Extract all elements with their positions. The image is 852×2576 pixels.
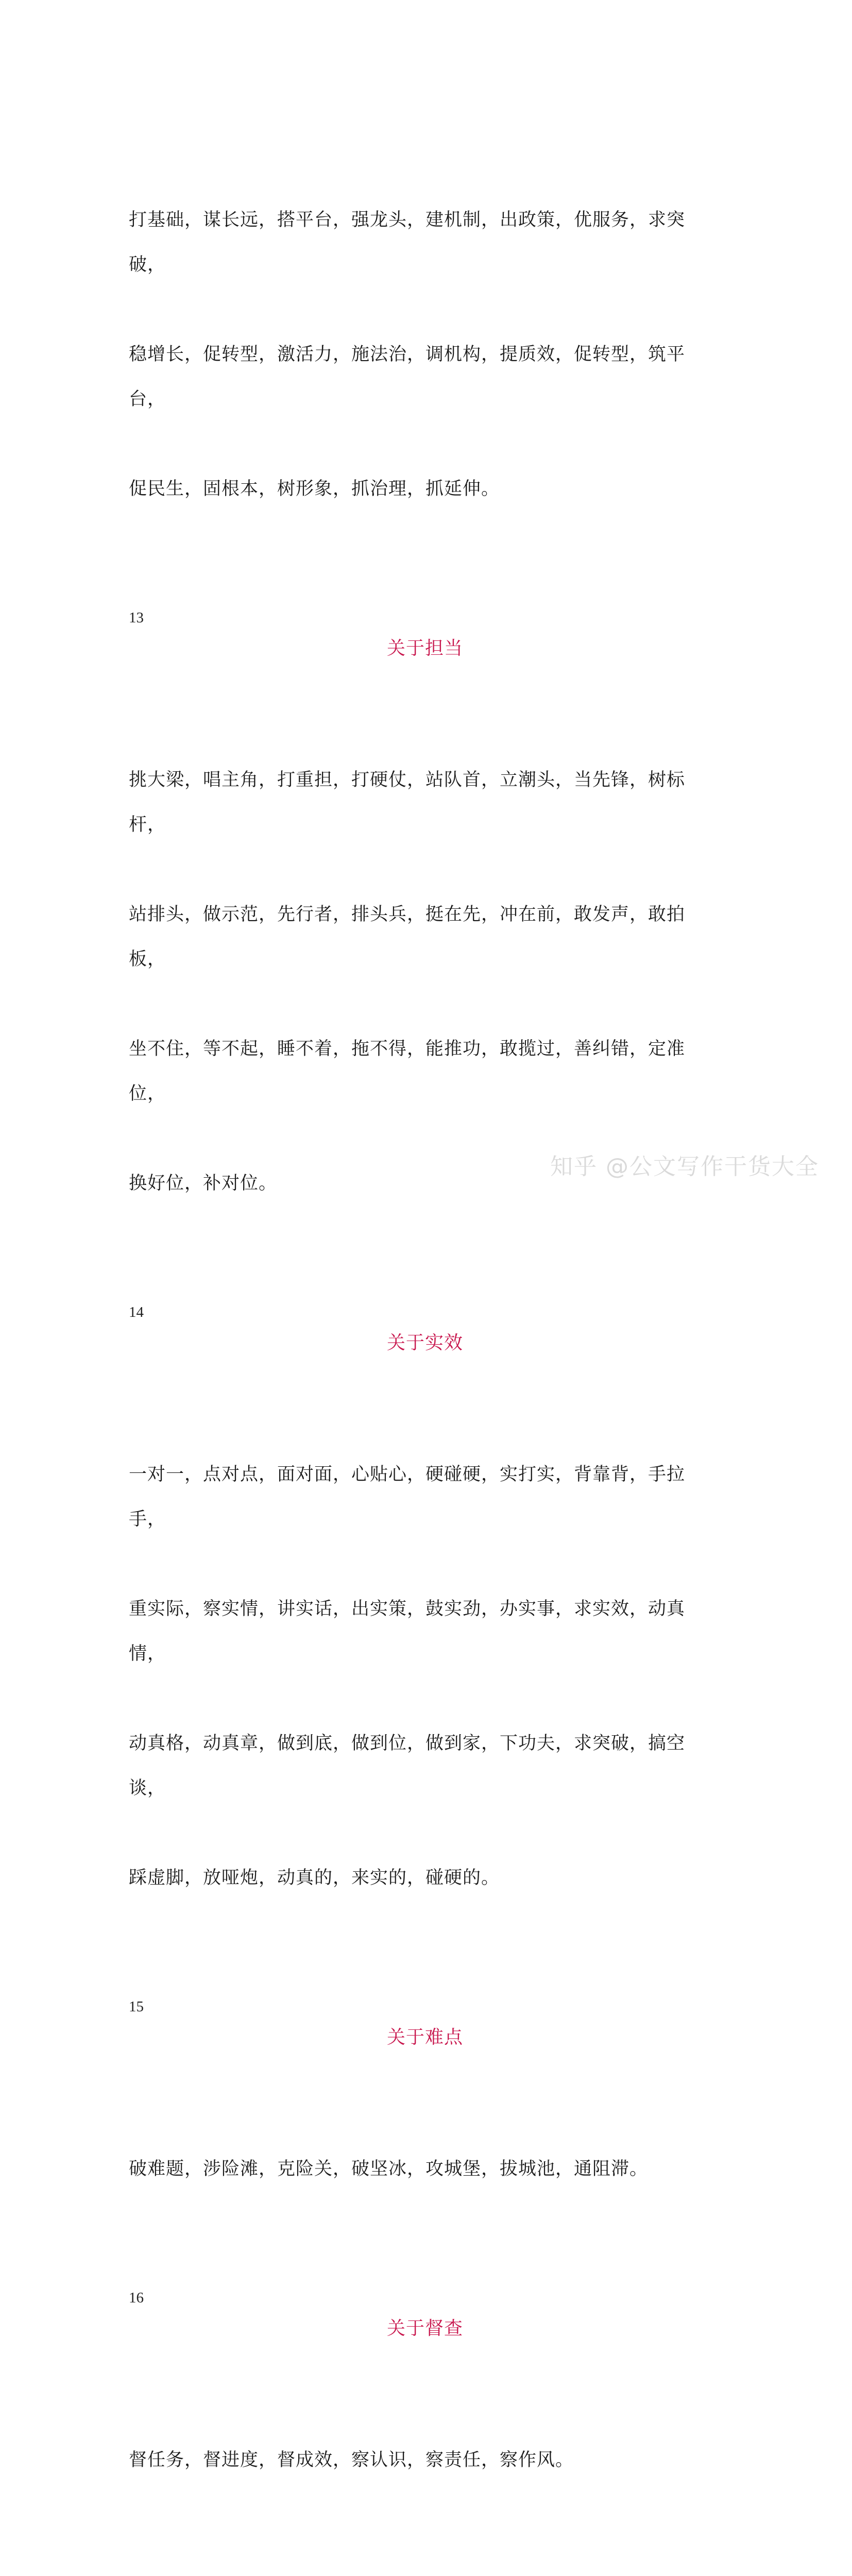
paragraph-line: 稳增长，促转型，激活力，施法治，调机构，提质效，促转型，筑平台，: [129, 344, 686, 410]
paragraph-line: 重实际，察实情，讲实话，出实策，鼓实劲，办实事，求实效，动真情，: [129, 1599, 686, 1664]
paragraph-line: 站排头，做示范，先行者，排头兵，挺在先，冲在前，敢发声，敢拍板，: [129, 904, 686, 970]
section-heading: 关于实效: [386, 1332, 463, 1353]
paragraph: [129, 2057, 721, 2281]
watermark: 知乎 @公文写作干货大全: [550, 1154, 819, 1180]
section-number: 14: [129, 1304, 144, 1320]
paragraph-line: 破难题，涉险滩，克险关，破坚冰，攻城堡，拔城池，通阻滞。: [129, 2159, 649, 2179]
paragraph: [129, 668, 721, 1296]
section-number: 16: [129, 2290, 144, 2306]
section-number: 15: [129, 1998, 144, 2015]
paragraph-line: 促民生，固根本，树形象，抓治理，抓延伸。: [129, 479, 500, 499]
section-number: 13: [129, 609, 144, 626]
paragraph-line: 打基础，谋长远，搭平台，强龙头，建机制，出政策，优服务，求突破，: [129, 210, 686, 275]
document-content: [129, 108, 721, 2576]
paragraph-line: 动真格，动真章，做到底，做到位，做到家，下功夫，求突破，搞空谈，: [129, 1733, 686, 1799]
paragraph-line: 坐不住，等不起，睡不着，拖不得，能推功，敢揽过，善纠错，定准位，: [129, 1039, 686, 1104]
paragraph-line: 踩虚脚，放哑炮，动真的，来实的，碰硬的。: [129, 1868, 500, 1888]
paragraph-line: 一对一，点对点，面对面，心贴心，硬碰硬，实打实，背靠背，手拉手，: [129, 1464, 686, 1530]
section-heading: 关于担当: [386, 638, 463, 659]
paragraph-line: 挑大梁，唱主角，打重担，打硬仗，站队首，立潮头，当先锋，树标杆，: [129, 770, 686, 835]
section-heading: 关于难点: [386, 2027, 463, 2048]
paragraph-line: 督任务，督进度，督成效，察认识，察责任，察作风。: [129, 2450, 574, 2470]
paragraph: [129, 1363, 721, 1990]
section-heading: 关于督查: [386, 2318, 463, 2339]
paragraph-line: 换好位，补对位。: [129, 1173, 278, 1194]
paragraph: [129, 108, 721, 601]
paragraph: [129, 2348, 721, 2572]
